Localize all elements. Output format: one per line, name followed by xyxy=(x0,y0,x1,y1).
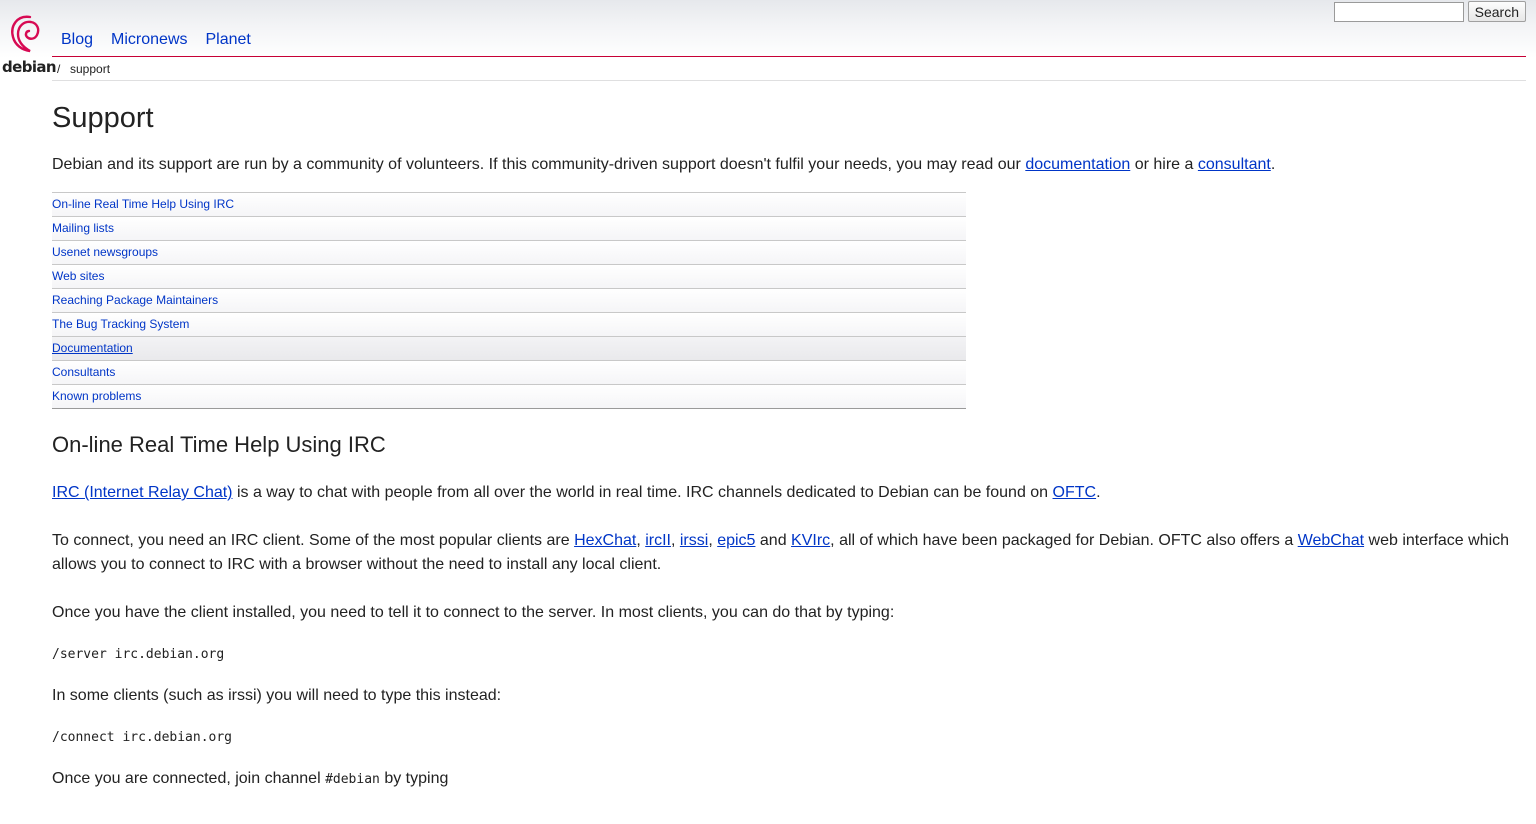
toc-item xyxy=(52,289,966,313)
toc-link-bts[interactable]: The Bug Tracking System xyxy=(52,317,190,331)
search-button[interactable]: Search xyxy=(1468,1,1526,22)
toc-link-known-problems[interactable]: Known problems xyxy=(52,389,142,403)
toc-link-mailing-lists[interactable]: Mailing lists xyxy=(52,221,115,235)
channel-name: #debian xyxy=(325,772,380,787)
search-form xyxy=(1334,1,1526,22)
toc-item xyxy=(52,361,966,385)
toc-link-usenet[interactable]: Usenet newsgroups xyxy=(52,245,159,259)
intro-text-before: Debian and its support are run by a community of volunteers. If this community-driven support doesn't fulfil your needs, you may read our xyxy=(52,156,1026,173)
irc-p2-text2: , all of which have been packaged for Debian. OFTC also offers a xyxy=(830,532,1298,549)
toc-link-consultants[interactable]: Consultants xyxy=(52,365,116,379)
irc-p2-and: and xyxy=(755,532,792,549)
consultant-link[interactable]: consultant xyxy=(1197,156,1271,173)
irc-p2-text3: web interface which allows you to connect to IRC with a browser without the need to install any local client. xyxy=(52,532,1510,573)
section-nav xyxy=(61,31,251,49)
logo-text: debian xyxy=(2,58,56,76)
irc-link[interactable]: IRC (Internet Relay Chat) xyxy=(52,484,233,501)
nav-planet-link[interactable]: Planet xyxy=(205,31,251,48)
page-title: Support xyxy=(52,102,154,134)
main-content xyxy=(52,98,1512,792)
oftc-link[interactable]: OFTC xyxy=(1052,484,1097,501)
header-accent-rule xyxy=(52,56,1526,57)
toc-item xyxy=(52,385,966,409)
toc-link-web-sites[interactable]: Web sites xyxy=(52,269,105,283)
debian-swirl-icon xyxy=(8,14,44,58)
irc-p2-sep3: , xyxy=(708,532,718,549)
hexchat-link[interactable]: HexChat xyxy=(574,532,637,549)
ircii-link[interactable]: ircII xyxy=(645,532,671,549)
irc-paragraph-5 xyxy=(52,767,1512,792)
toc-link-documentation[interactable]: Documentation xyxy=(52,341,133,355)
documentation-link[interactable]: documentation xyxy=(1025,156,1131,173)
breadcrumb-separator: / xyxy=(57,62,61,76)
irc-paragraph-1 xyxy=(52,481,1512,505)
irc-p2-text1: To connect, you need an IRC client. Some of the most popular clients are xyxy=(52,532,575,549)
server-command: /server irc.debian.org xyxy=(52,647,225,662)
toc-item xyxy=(52,337,966,361)
intro-text-after: . xyxy=(1270,156,1276,173)
toc-link-irc[interactable]: On-line Real Time Help Using IRC xyxy=(52,197,235,211)
breadcrumb xyxy=(52,58,1526,81)
irc-p2-sep2: , xyxy=(670,532,680,549)
connect-command: /connect irc.debian.org xyxy=(52,730,233,745)
nav-blog-link[interactable]: Blog xyxy=(61,31,94,48)
intro-text-middle: or hire a xyxy=(1130,156,1198,173)
table-of-contents xyxy=(52,192,966,409)
irc-paragraph-4: In some clients (such as irssi) you will need to type this instead: xyxy=(52,687,502,704)
kvirc-link[interactable]: KVIrc xyxy=(791,532,831,549)
webchat-link[interactable]: WebChat xyxy=(1297,532,1365,549)
irc-p5-text2: by typing xyxy=(379,770,449,787)
toc-item xyxy=(52,241,966,265)
toc-item xyxy=(52,313,966,337)
nav-micronews-link[interactable]: Micronews xyxy=(111,31,188,48)
toc-item xyxy=(52,265,966,289)
toc-link-maintainers[interactable]: Reaching Package Maintainers xyxy=(52,293,219,307)
irc-p5-text1: Once you are connected, join channel xyxy=(52,770,326,787)
breadcrumb-current: support xyxy=(70,62,111,76)
irc-paragraph-2 xyxy=(52,529,1512,577)
irc-p1-end: . xyxy=(1096,484,1101,501)
irc-p2-sep1: , xyxy=(636,532,646,549)
irc-paragraph-3: Once you have the client installed, you need to tell it to connect to the server. In most clients, you can do that by typing: xyxy=(52,604,895,621)
debian-logo[interactable] xyxy=(2,14,56,78)
irc-p1-text: is a way to chat with people from all over the world in real time. IRC channels dedicated to Debian can be found on xyxy=(232,484,1053,501)
intro-paragraph xyxy=(52,153,1512,177)
irc-section-heading: On-line Real Time Help Using IRC xyxy=(52,432,386,457)
search-input[interactable] xyxy=(1334,2,1464,22)
irssi-link[interactable]: irssi xyxy=(679,532,709,549)
toc-item xyxy=(52,217,966,241)
epic5-link[interactable]: epic5 xyxy=(717,532,756,549)
toc-item xyxy=(52,193,966,217)
